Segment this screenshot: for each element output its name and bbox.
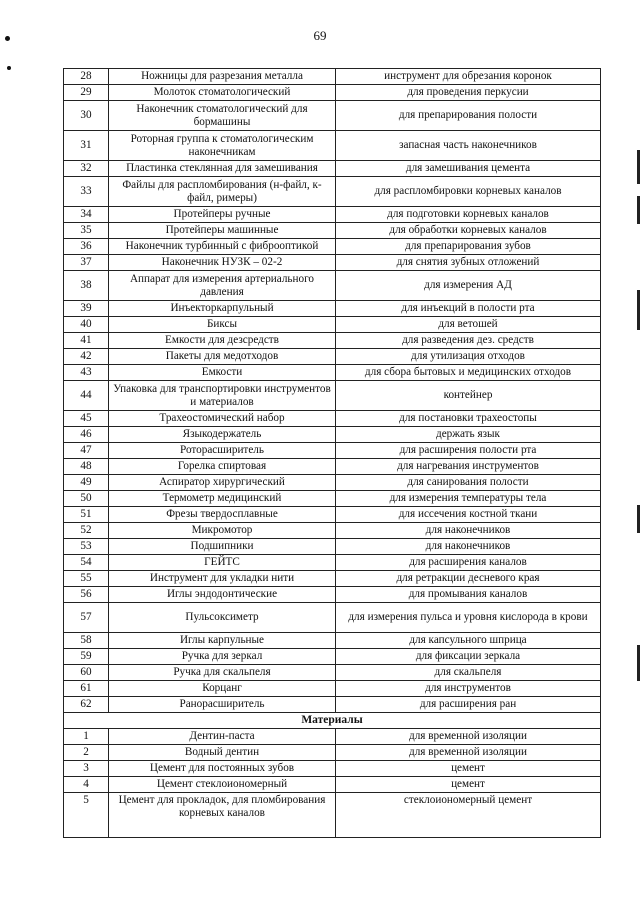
item-purpose: для ретракции десневого края [336, 571, 601, 587]
table-row [64, 603, 601, 633]
row-number: 32 [64, 161, 109, 177]
item-purpose: для распломбировки корневых каналов [336, 177, 601, 207]
row-number: 33 [64, 177, 109, 207]
scan-mark-dot [5, 36, 10, 41]
item-purpose: для иссечения костной ткани [336, 507, 601, 523]
table-row [64, 333, 601, 349]
item-name: Инструмент для укладки нити [109, 571, 336, 587]
table-row [64, 317, 601, 333]
row-number: 4 [64, 777, 109, 793]
item-purpose: держать язык [336, 427, 601, 443]
item-name: Подшипники [109, 539, 336, 555]
item-name: Языкодержатель [109, 427, 336, 443]
item-purpose: для утилизация отходов [336, 349, 601, 365]
table-row [64, 131, 601, 161]
item-purpose: для временной изоляции [336, 729, 601, 745]
table-row [64, 649, 601, 665]
table-row [64, 587, 601, 603]
item-purpose: для расширения каналов [336, 555, 601, 571]
item-purpose: для измерения пульса и уровня кислорода в крови [336, 603, 601, 633]
item-name: Трахеостомический набор [109, 411, 336, 427]
row-number: 44 [64, 381, 109, 411]
table-row [64, 665, 601, 681]
table-row [64, 459, 601, 475]
table-row [64, 507, 601, 523]
table-row [64, 523, 601, 539]
row-number: 46 [64, 427, 109, 443]
table-row [64, 633, 601, 649]
item-purpose: для санирования полости [336, 475, 601, 491]
row-number: 52 [64, 523, 109, 539]
row-number: 55 [64, 571, 109, 587]
item-name: Роторасширитель [109, 443, 336, 459]
item-purpose: для инструментов [336, 681, 601, 697]
item-name: Водный дентин [109, 745, 336, 761]
section-title: Материалы [64, 713, 601, 729]
item-name: Термометр медицинский [109, 491, 336, 507]
item-name: Корцанг [109, 681, 336, 697]
table-row [64, 555, 601, 571]
table-row [64, 271, 601, 301]
row-number: 56 [64, 587, 109, 603]
page-number: 69 [313, 28, 327, 43]
item-purpose: для измерения АД [336, 271, 601, 301]
table-row [64, 427, 601, 443]
item-purpose: для наконечников [336, 539, 601, 555]
item-name: Ручка для скальпеля [109, 665, 336, 681]
row-number: 39 [64, 301, 109, 317]
item-purpose: для расширения ран [336, 697, 601, 713]
item-name: Иглы карпульные [109, 633, 336, 649]
item-name: Фрезы твердосплавные [109, 507, 336, 523]
row-number: 35 [64, 223, 109, 239]
table-row [64, 255, 601, 271]
item-name: Емкости [109, 365, 336, 381]
row-number: 59 [64, 649, 109, 665]
item-purpose: для капсульного шприца [336, 633, 601, 649]
row-number: 45 [64, 411, 109, 427]
item-name: Протейперы машинные [109, 223, 336, 239]
item-name: Ручка для зеркал [109, 649, 336, 665]
row-number: 5 [64, 793, 109, 838]
item-purpose: для наконечников [336, 523, 601, 539]
item-name: Наконечник НУЗК – 02-2 [109, 255, 336, 271]
row-number: 51 [64, 507, 109, 523]
table-row [64, 697, 601, 713]
row-number: 40 [64, 317, 109, 333]
item-purpose: для расширения полости рта [336, 443, 601, 459]
item-purpose: для инъекций в полости рта [336, 301, 601, 317]
table-row [64, 301, 601, 317]
item-purpose: для подготовки корневых каналов [336, 207, 601, 223]
table-row [64, 793, 601, 838]
item-name: Аппарат для измерения артериального давления [109, 271, 336, 301]
table-row [64, 681, 601, 697]
item-purpose: для скальпеля [336, 665, 601, 681]
row-number: 42 [64, 349, 109, 365]
item-purpose: для снятия зубных отложений [336, 255, 601, 271]
row-number: 36 [64, 239, 109, 255]
row-number: 34 [64, 207, 109, 223]
table-row [64, 491, 601, 507]
table-row [64, 85, 601, 101]
table-row [64, 239, 601, 255]
row-number: 2 [64, 745, 109, 761]
scan-mark-dot [7, 66, 11, 70]
table-row [64, 365, 601, 381]
item-name: Пульсоксиметр [109, 603, 336, 633]
item-purpose: для измерения температуры тела [336, 491, 601, 507]
row-number: 37 [64, 255, 109, 271]
row-number: 60 [64, 665, 109, 681]
row-number: 28 [64, 69, 109, 85]
row-number: 50 [64, 491, 109, 507]
row-number: 47 [64, 443, 109, 459]
table-row [64, 177, 601, 207]
item-name: Роторная группа к стоматологическим наконечникам [109, 131, 336, 161]
row-number: 3 [64, 761, 109, 777]
item-name: Упаковка для транспортировки инструментов и материалов [109, 381, 336, 411]
item-purpose: цемент [336, 777, 601, 793]
item-purpose: цемент [336, 761, 601, 777]
row-number: 38 [64, 271, 109, 301]
item-purpose: для препарирования зубов [336, 239, 601, 255]
table-row [64, 443, 601, 459]
row-number: 49 [64, 475, 109, 491]
item-name: Пакеты для медотходов [109, 349, 336, 365]
item-name: Дентин-паста [109, 729, 336, 745]
item-name: Иглы эндодонтические [109, 587, 336, 603]
row-number: 57 [64, 603, 109, 633]
row-number: 48 [64, 459, 109, 475]
table-row [64, 69, 601, 85]
item-purpose: стеклоиономерный цемент [336, 793, 601, 838]
item-purpose: для нагревания инструментов [336, 459, 601, 475]
item-purpose: для сбора бытовых и медицинских отходов [336, 365, 601, 381]
item-purpose: для обработки корневых каналов [336, 223, 601, 239]
table-row [64, 223, 601, 239]
row-number: 31 [64, 131, 109, 161]
item-name: Микромотор [109, 523, 336, 539]
item-purpose: для постановки трахеостопы [336, 411, 601, 427]
table-row [64, 381, 601, 411]
table-row [64, 161, 601, 177]
item-name: Пластинка стеклянная для замешивания [109, 161, 336, 177]
row-number: 54 [64, 555, 109, 571]
item-purpose: для временной изоляции [336, 745, 601, 761]
table-row [64, 349, 601, 365]
item-name: Молоток стоматологический [109, 85, 336, 101]
item-name: Протейперы ручные [109, 207, 336, 223]
item-name: Аспиратор хирургический [109, 475, 336, 491]
row-number: 43 [64, 365, 109, 381]
row-number: 61 [64, 681, 109, 697]
row-number: 29 [64, 85, 109, 101]
item-purpose: для замешивания цемента [336, 161, 601, 177]
item-purpose: контейнер [336, 381, 601, 411]
section-header-row [64, 713, 601, 729]
table-row [64, 101, 601, 131]
table-row [64, 729, 601, 745]
item-purpose: для ветошей [336, 317, 601, 333]
table-row [64, 571, 601, 587]
item-name: Файлы для распломбирования (н-файл, к-файл, римеры) [109, 177, 336, 207]
item-name: Цемент для постоянных зубов [109, 761, 336, 777]
item-purpose: для проведения перкусии [336, 85, 601, 101]
item-name: ГЕЙТС [109, 555, 336, 571]
item-purpose: для промывания каналов [336, 587, 601, 603]
row-number: 41 [64, 333, 109, 349]
table-row [64, 475, 601, 491]
item-purpose: для препарирования полости [336, 101, 601, 131]
item-name: Инъекторкарпульный [109, 301, 336, 317]
table-row [64, 207, 601, 223]
item-name: Наконечник стоматологический для бормашины [109, 101, 336, 131]
item-name: Ножницы для разрезания металла [109, 69, 336, 85]
table-row [64, 411, 601, 427]
table-row [64, 777, 601, 793]
item-name: Цемент стеклоиономерный [109, 777, 336, 793]
item-purpose: для разведения дез. средств [336, 333, 601, 349]
item-name: Горелка спиртовая [109, 459, 336, 475]
item-name: Емкости для дезсредств [109, 333, 336, 349]
row-number: 30 [64, 101, 109, 131]
row-number: 1 [64, 729, 109, 745]
table-row [64, 539, 601, 555]
item-purpose: инструмент для обрезания коронок [336, 69, 601, 85]
item-purpose: для фиксации зеркала [336, 649, 601, 665]
row-number: 62 [64, 697, 109, 713]
table-row [64, 761, 601, 777]
inventory-table [63, 68, 601, 838]
item-name: Биксы [109, 317, 336, 333]
scan-edge-marks [636, 0, 640, 905]
item-name: Ранорасширитель [109, 697, 336, 713]
row-number: 53 [64, 539, 109, 555]
item-name: Цемент для прокладок, для пломбирования корневых каналов [109, 793, 336, 838]
table-row [64, 745, 601, 761]
item-purpose: запасная часть наконечников [336, 131, 601, 161]
row-number: 58 [64, 633, 109, 649]
item-name: Наконечник турбинный с фиброоптикой [109, 239, 336, 255]
